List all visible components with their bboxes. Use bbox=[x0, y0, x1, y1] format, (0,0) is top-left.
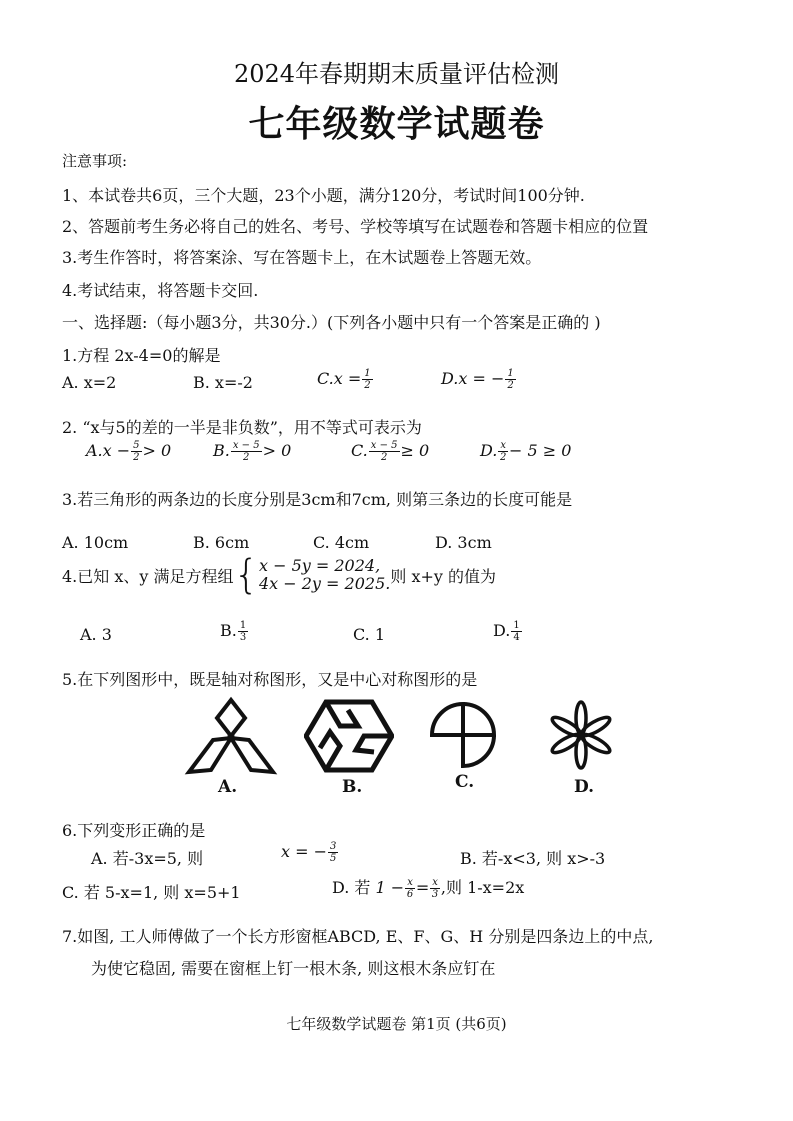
q1-stem: 1.方程 2x-4=0的解是 bbox=[62, 346, 221, 365]
q1-c-pre: C.x = bbox=[317, 369, 362, 388]
q2-c-post: ≥ 0 bbox=[400, 441, 430, 460]
q5-figure-b bbox=[304, 696, 394, 776]
notice-item-4: 4.考试结束，将答题卡交回. bbox=[62, 281, 259, 300]
q6-option-a: A. 若-3x=5, 则 bbox=[91, 849, 204, 868]
q4-eq1: x − 5y = 2024, bbox=[258, 556, 381, 575]
q2-option-c bbox=[351, 440, 429, 463]
q4-b-pre: B. bbox=[220, 621, 237, 640]
q1-c-den: 2 bbox=[364, 380, 371, 391]
q2-b-den: 2 bbox=[243, 452, 250, 463]
q3-option-d: D. 3cm bbox=[435, 533, 492, 552]
q2-d-den: 2 bbox=[499, 452, 507, 463]
q3-option-b: B. 6cm bbox=[193, 533, 250, 552]
q6-d-math1: 1 − bbox=[375, 878, 405, 897]
notice-item-2: 2、答题前考生务必将自己的姓名、考号、学校等填写在试题卷和答题卡相应的位置 bbox=[62, 217, 649, 236]
q4-b-num: 1 bbox=[239, 620, 247, 631]
q7-line1: 7.如图, 工人师傅做了一个长方形窗框ABCD, E、F、G、H 分别是四条边上的中点, bbox=[62, 927, 654, 946]
q4-option-b bbox=[220, 620, 249, 643]
exam-title: 2024年春期期末质量评估检测 bbox=[233, 60, 560, 88]
notice-item-1: 1、本试卷共6页，三个大题，23个小题，满分120分，考试时间100分钟. bbox=[62, 186, 585, 205]
q6-d-pre: D. 若 bbox=[332, 878, 371, 897]
q6-a-den: 5 bbox=[330, 853, 337, 864]
q2-a-num: 5 bbox=[133, 440, 140, 451]
section-heading: 一、选择题:（每小题3分，共30分.）(下列各小题中只有一个答案是正确的 ) bbox=[62, 313, 601, 332]
notice-heading: 注意事项: bbox=[62, 152, 128, 170]
q1-d-den: 2 bbox=[507, 380, 514, 391]
q1-option-a: A. x=2 bbox=[62, 373, 117, 392]
q4-option-d bbox=[493, 620, 523, 643]
q7-line2: 为使它稳固, 需要在窗框上钉一根木条, 则这根木条应钉在 bbox=[91, 959, 496, 978]
q4-eq2: 4x − 2y = 2025. bbox=[258, 574, 391, 593]
q4-b-den: 3 bbox=[239, 632, 247, 643]
q2-d-pre: D. bbox=[480, 441, 498, 460]
q5-label-d: D. bbox=[574, 777, 595, 797]
q2-option-d bbox=[480, 440, 571, 463]
q2-d-post: − 5 ≥ 0 bbox=[508, 441, 572, 460]
q1-d-pre: D.x = − bbox=[441, 369, 505, 388]
q1-c-num: 1 bbox=[364, 368, 371, 379]
q2-option-b bbox=[213, 440, 291, 463]
q2-c-num: x − 5 bbox=[370, 440, 398, 451]
q2-stem: 2. “x与5的差的一半是非负数”，用不等式可表示为 bbox=[62, 418, 422, 437]
q4-d-num: 1 bbox=[513, 620, 520, 631]
q1-option-d bbox=[441, 368, 517, 391]
q4-option-a: A. 3 bbox=[80, 625, 112, 644]
q6-d-num1: x bbox=[407, 877, 413, 888]
q2-a-post: > 0 bbox=[142, 441, 172, 460]
q5-figure-a bbox=[183, 696, 283, 776]
q2-b-post: > 0 bbox=[262, 441, 292, 460]
q6-option-d bbox=[332, 875, 524, 900]
q5-label-a: A. bbox=[218, 777, 238, 797]
q4-stem bbox=[62, 552, 497, 598]
q6-d-den2: 3 bbox=[431, 889, 439, 900]
q4-stem-post: 则 x+y 的值为 bbox=[390, 566, 497, 586]
q2-b-pre: B. bbox=[213, 441, 230, 460]
q5-figure-c bbox=[426, 700, 500, 770]
q5-stem: 5.在下列图形中，既是轴对称图形，又是中心对称图形的是 bbox=[62, 670, 478, 689]
q2-c-pre: C. bbox=[351, 441, 368, 460]
q5-figure-d bbox=[546, 700, 616, 770]
q1-d-num: 1 bbox=[507, 368, 514, 379]
q6-d-num2: x bbox=[432, 877, 438, 888]
q2-a-den: 2 bbox=[133, 452, 140, 463]
q2-d-num: x bbox=[500, 440, 506, 451]
q4-d-pre: D. bbox=[493, 621, 511, 640]
q3-option-a: A. 10cm bbox=[62, 533, 129, 552]
q2-b-num: x − 5 bbox=[232, 440, 260, 451]
q6-d-math2: = bbox=[415, 878, 430, 897]
q6-d-den1: 6 bbox=[406, 889, 414, 900]
q4-stem-pre: 4.已知 x、y 满足方程组 bbox=[62, 566, 234, 586]
q6-option-c: C. 若 5-x=1, 则 x=5+1 bbox=[62, 883, 241, 902]
q5-label-c: C. bbox=[455, 772, 475, 792]
q2-a-pre: A.x − bbox=[86, 441, 131, 460]
q6-a-math: x = − bbox=[281, 842, 328, 861]
q2-option-a bbox=[86, 440, 171, 463]
q6-stem: 6.下列变形正确的是 bbox=[62, 821, 206, 840]
q4-system bbox=[259, 557, 390, 593]
q6-option-b: B. 若-x<3, 则 x>-3 bbox=[460, 849, 606, 868]
q1-option-b: B. x=-2 bbox=[193, 373, 253, 392]
q6-option-a-math bbox=[281, 841, 339, 864]
q6-a-num: 3 bbox=[330, 841, 337, 852]
q3-option-c: C. 4cm bbox=[313, 533, 370, 552]
exam-subtitle: 七年级数学试题卷 bbox=[248, 103, 545, 145]
q1-option-c bbox=[317, 368, 374, 391]
q4-brace: { bbox=[233, 552, 259, 598]
q3-stem: 3.若三角形的两条边的长度分别是3cm和7cm, 则第三条边的长度可能是 bbox=[62, 490, 573, 509]
q2-c-den: 2 bbox=[380, 452, 388, 463]
q6-d-post: ,则 1-x=2x bbox=[440, 878, 525, 897]
page-footer: 七年级数学试题卷 第1页 (共6页) bbox=[286, 1015, 507, 1033]
notice-item-3: 3.考生作答时，将答案涂、写在答题卡上，在木试题卷上答题无效。 bbox=[62, 248, 542, 267]
q4-d-den: 4 bbox=[513, 632, 520, 643]
q5-label-b: B. bbox=[342, 777, 363, 797]
q4-option-c: C. 1 bbox=[353, 625, 386, 644]
